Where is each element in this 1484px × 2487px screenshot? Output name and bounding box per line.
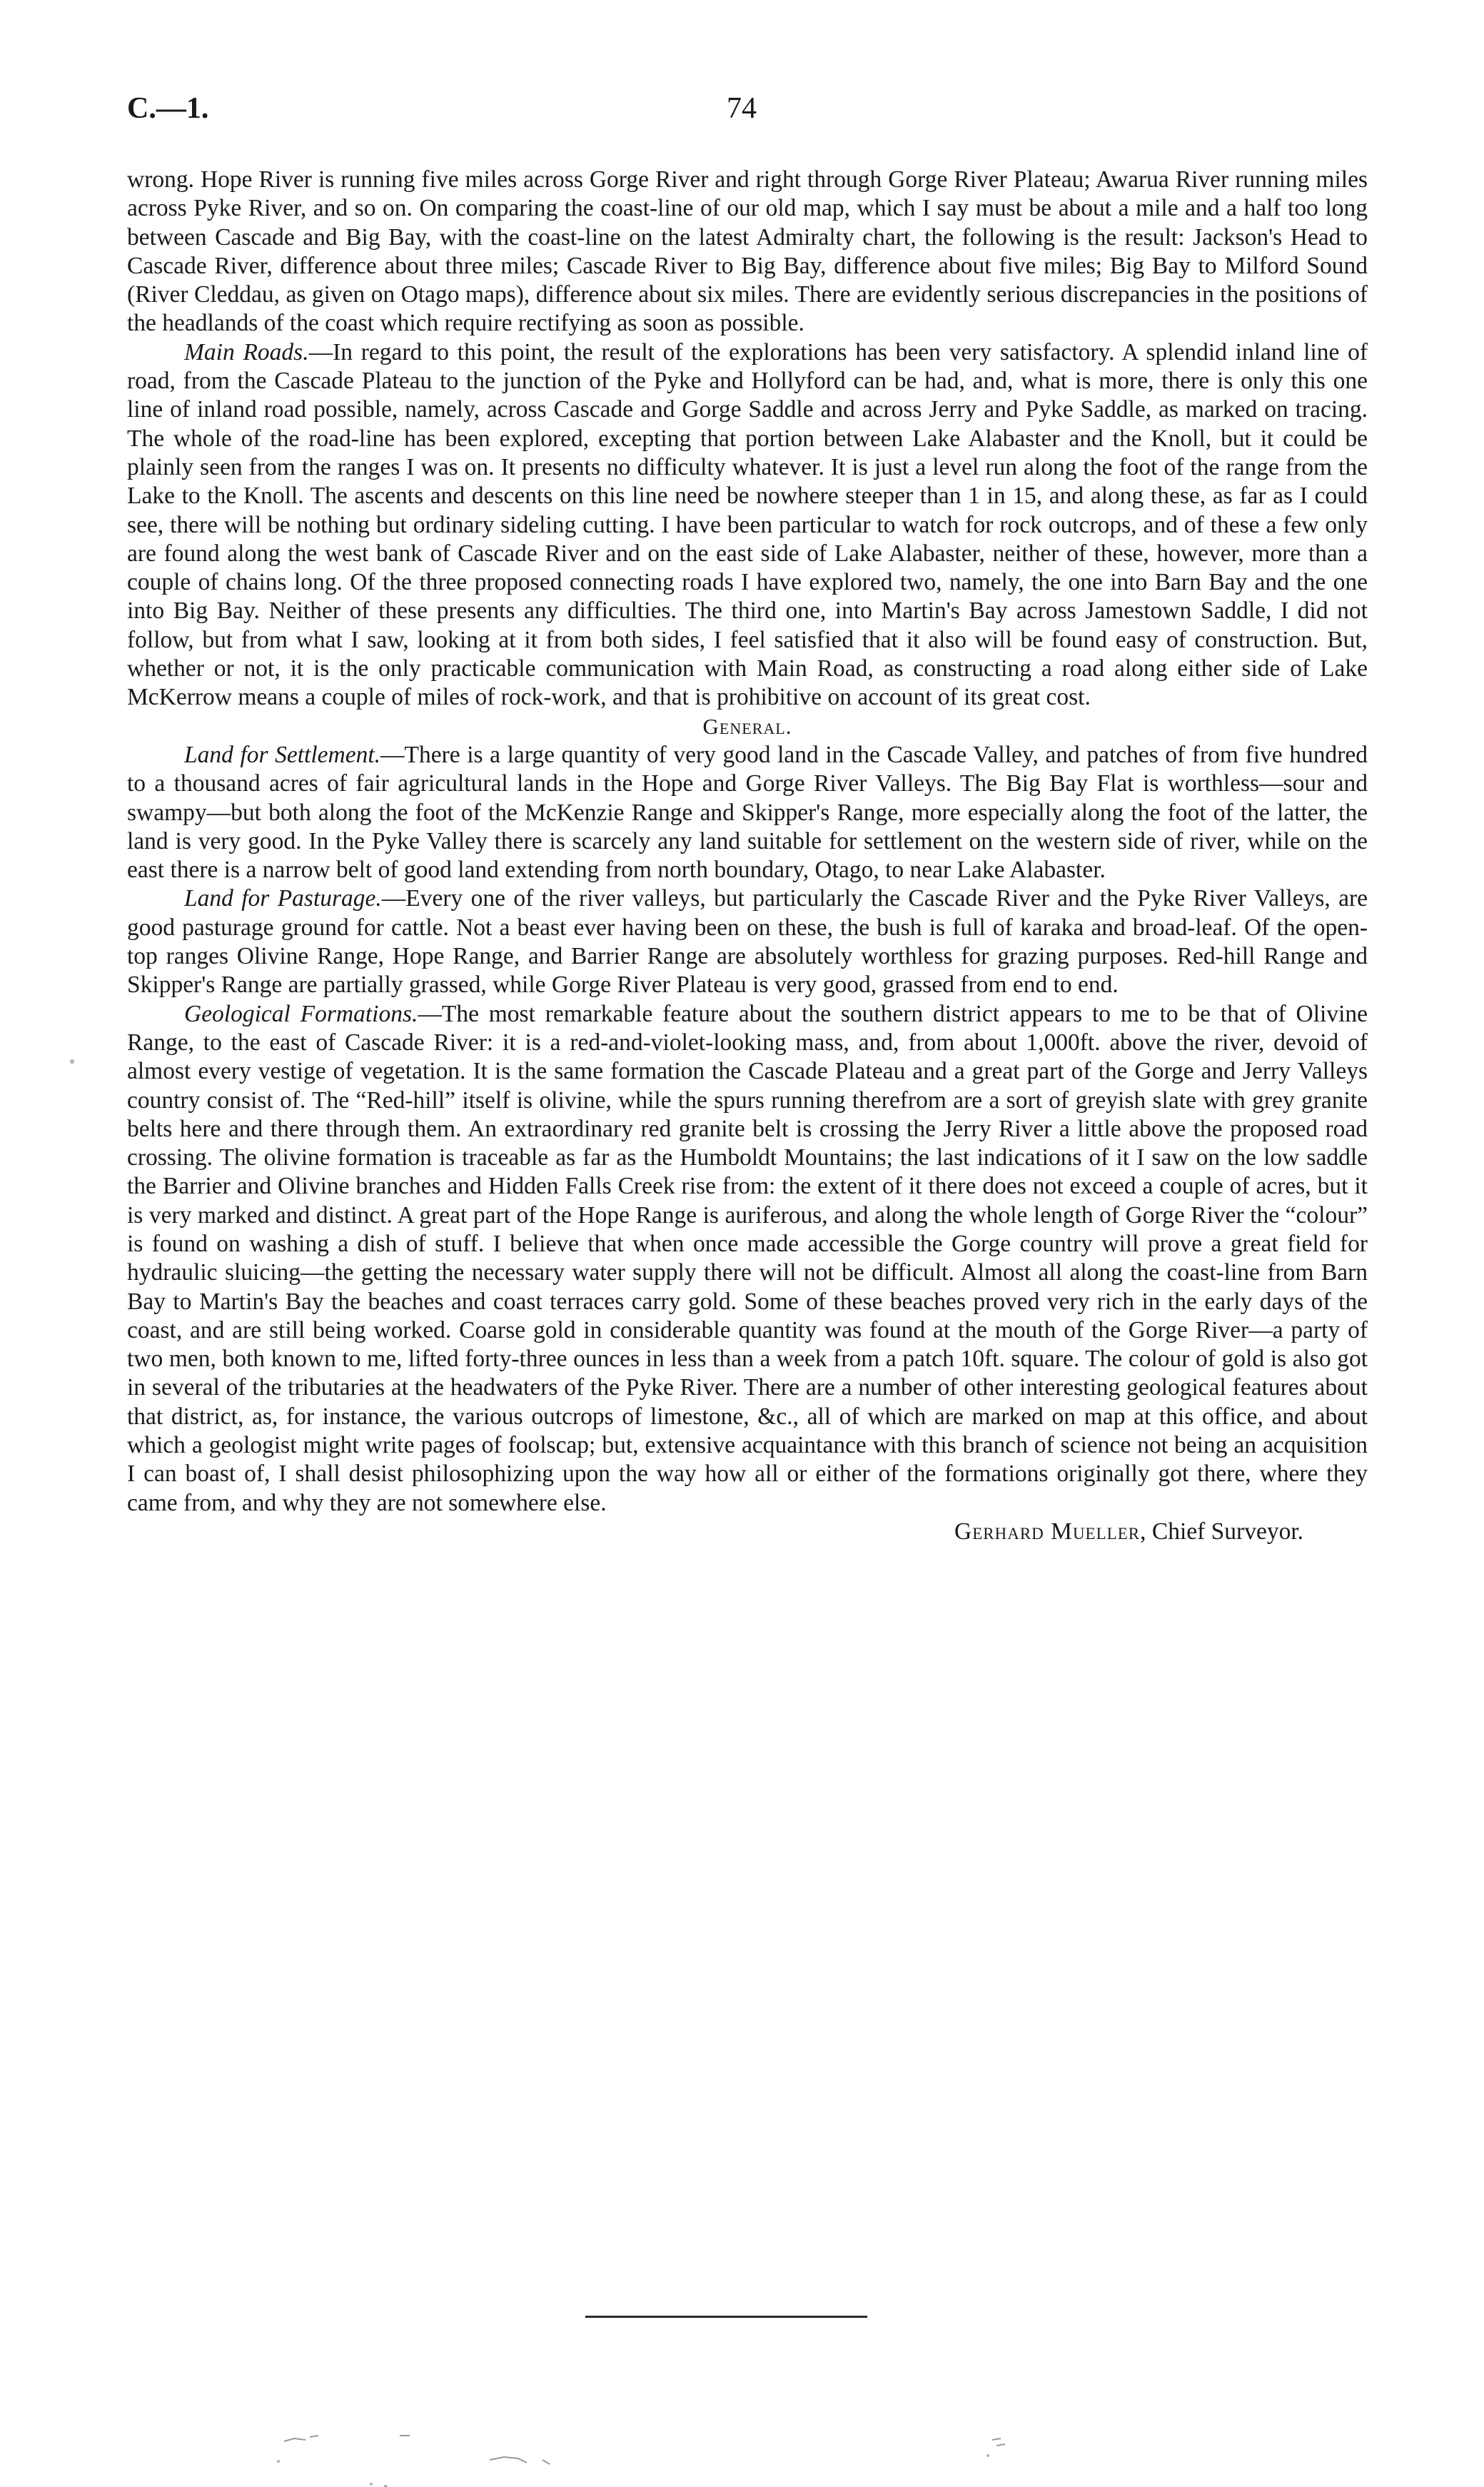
signatory-title: , Chief Surveyor. bbox=[1140, 1518, 1303, 1545]
paragraph-settlement bbox=[127, 741, 1368, 884]
pasturage-text: —Every one of the river valleys, but particularly the Cascade River and the Pyke River Valleys, are good pasturage ground for cattle. Not a beast ever having been on these, the bush is full of karaka and broad-leaf. Of the open-top ranges Olivine Range, Hope Range, and Barrier Range are absolutely worthless for grazing purposes. Red-hill Range and Skipper's Range are partially grassed, while Gorge River Plateau is very good, grassed from end to end. bbox=[127, 885, 1368, 999]
settlement-text: —There is a large quantity of very good land in the Cascade Valley, and patches of from five hundred to a thousand acres of fair agricultural lands in the Hope and Gorge River Valleys. The Big Bay Flat is worthless—sour and swampy—but both along the foot of the McKenzie Range and Skipper's Range, more especially along the foot of the latter, the land is very good. In the Pyke Valley there is scarcely any land suitable for settlement on the western side of river, while on the east there is a narrow belt of good land extending from north boundary, Otago, to near Lake Alabaster. bbox=[127, 741, 1368, 884]
signature bbox=[127, 1518, 1368, 1546]
paragraph-coastline: wrong. Hope River is running five miles across Gorge River and right through Gorge River Plateau; Awarua River running miles across Pyke River, and so on. On comparing the coast-line of our old map, which I say must be about a mile and a half too long between Cascade and Big Bay, with the coast-line on the latest Admiralty chart, the following is the result: Jackson's Head to Cascade River, difference about three miles; Cascade River to Big Bay, difference about five miles; Big Bay to Milford Sound (River Cleddau, as given on Otago maps), difference about six miles. There are evidently serious discrepancies in the positions of the headlands of the coast which require rectifying as soon as possible. bbox=[127, 166, 1368, 337]
sidehead-settlement: Land for Settlement. bbox=[184, 741, 381, 768]
paragraph-pasturage bbox=[127, 884, 1368, 999]
main-roads-text: —In regard to this point, the result of the explorations has been very satisfactory. A splendid inland line of road, from the Cascade Plateau to the junction of the Pyke and Hollyford can be had, and, what is more, there is only this one line of inland road possible, namely, across Cascade and Gorge Saddle and across Jerry and Pyke Saddle, as marked on tracing. The whole of the road-line has been explored, excepting that portion between Lake Alabaster and the Knoll, but it could be plainly seen from the ranges I was on. It presents no difficulty whatever. It is just a level run along the foot of the range from the Lake to the Knoll. The ascents and descents on this line need be nowhere steeper than 1 in 15, and along these, as far as I could see, there will be nothing but ordinary sideling cutting. I have been particular to watch for rock outcrops, and of these a few only are found along the west bank of Cascade River and on the east side of Lake Alabaster, neither of these, however, more than a couple of chains long. Of the three proposed connecting roads I have explored two, namely, the one into Barn Bay and the one into Big Bay. Neither of these presents any difficulties. The third one, into Martin's Bay across Jamestown Saddle, I did not follow, but from what I saw, looking at it from both sides, I feel satisfied that it also will be found easy of construction. But, whether or not, it is the only practicable communication with Main Road, as constructing a road along either side of Lake McKerrow means a couple of miles of rock-work, and that is prohibitive on account of its great cost. bbox=[127, 338, 1368, 711]
running-head bbox=[127, 91, 1368, 134]
page-number: 74 bbox=[727, 92, 757, 125]
closing-rule bbox=[585, 2316, 867, 2318]
paragraph-main-roads bbox=[127, 338, 1368, 712]
sidehead-geological: Geological Formations. bbox=[184, 1000, 418, 1027]
section-heading-general: General. bbox=[702, 713, 792, 739]
signatory-name: Gerhard Mueller bbox=[954, 1518, 1141, 1545]
series-reference: C.—1. bbox=[127, 92, 209, 125]
body-text bbox=[127, 166, 1368, 1546]
geological-text: —The most remarkable feature about the southern district appears to me to be that of Olivine Range, to the east of Cascade River: it is a red-and-violet-looking mass, and, from about 1,000ft. above the river, devoid of almost every vestige of vegetation. It is the same formation the Cascade Plateau and a great part of the Gorge and Jerry Valleys country consist of. The “Red-hill” itself is olivine, while the spurs running therefrom are a sort of greyish slate with grey granite belts here and there through them. An extraordinary red granite belt is crossing the Jerry River a little above the proposed road crossing. The olivine formation is traceable as far as the Humboldt Mountains; the last indications of it I saw on the low saddle the Barrier and Olivine branches and Hidden Falls Creek rise from: the extent of it there does not exceed a couple of acres, but it is very marked and distinct. A great part of the Hope Range is auriferous, and along the whole length of Gorge River the “colour” is found on washing a dish of stuff. I believe that when once made accessible the Gorge country will prove a great field for hydraulic sluicing—the getting the necessary water supply there will not be difficult. Almost all along the coast-line from Barn Bay to Martin's Bay the beaches and coast terraces carry gold. Some of these beaches proved very rich in the early days of the coast, and are still being worked. Coarse gold in considerable quantity was found at the mouth of the Gorge River—a party of two men, both known to me, lifted forty-three ounces in less than a week from a patch 10ft. square. The colour of gold is also got in several of the tributaries at the headwaters of the Pyke River. There are a number of other interesting geological features about that district, as, for instance, the various outcrops of limestone, &c., all of which are marked on map at this office, and about which a geologist might write pages of foolscap; but, extensive acquaintance with this branch of science not being an acquisition I can boast of, I shall desist philosophizing upon the way how all or either of the formations originally got there, where they came from, and why they are not somewhere else. bbox=[127, 1000, 1368, 1516]
sidehead-pasturage: Land for Pasturage. bbox=[184, 885, 382, 912]
paragraph-geological bbox=[127, 1000, 1368, 1518]
sidehead-main-roads: Main Roads. bbox=[184, 338, 309, 365]
